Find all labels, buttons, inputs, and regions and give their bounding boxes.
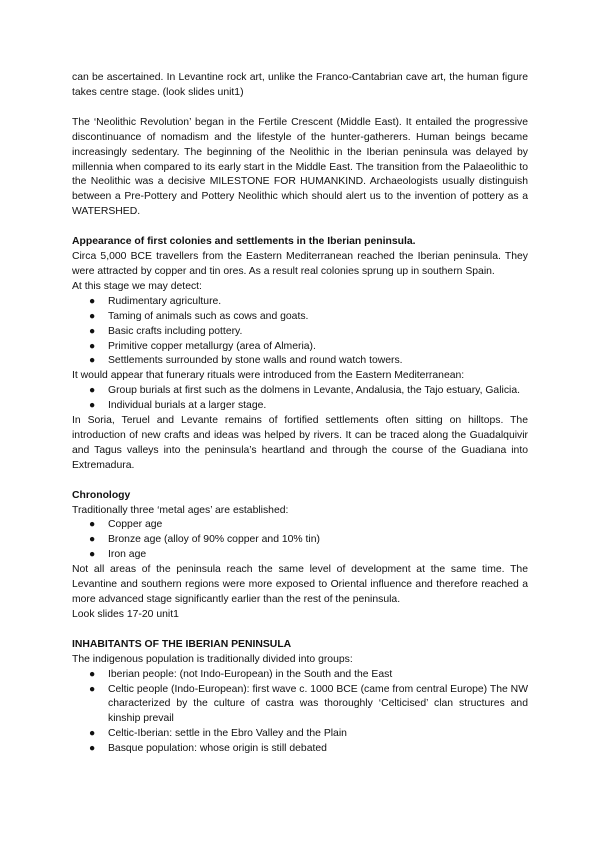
list-item: ● Group burials at first such as the dolmens in Levante, Andalusia, the Tajo estuary, Galicia.	[72, 384, 528, 399]
bullet-icon: ●	[89, 310, 96, 322]
list-item: ● Individual burials at a larger stage.	[72, 399, 528, 414]
list-item: ● Celtic-Iberian: settle in the Ebro Valley and the Plain	[72, 727, 528, 742]
bullet-icon: ●	[89, 549, 96, 561]
chronology-closing: Not all areas of the peninsula reach the same level of development at the same time. The Levantine and southern regions were more exposed to Oriental influence and therefore reached a more advanced stage significantly earlier than the rest of the peninsula.	[72, 564, 528, 605]
list-item: ● Iron age	[72, 548, 528, 563]
list-item: ● Basque population: whose origin is still debated	[72, 742, 528, 757]
inhabitants-intro: The indigenous population is traditionally divided into groups:	[72, 653, 353, 665]
list-item: ● Settlements surrounded by stone walls and round watch towers.	[72, 354, 528, 369]
chronology-heading: Chronology	[72, 489, 131, 501]
bullet-icon: ●	[89, 743, 96, 755]
bullet-icon: ●	[89, 385, 96, 397]
list-item: ● Copper age	[72, 518, 528, 533]
list-item: ● Bronze age (alloy of 90% copper and 10% tin)	[72, 533, 528, 548]
bullet-icon: ●	[89, 728, 96, 740]
list-item: ● Rudimentary agriculture.	[72, 295, 528, 310]
bullet-icon: ●	[89, 400, 96, 412]
bullet-icon: ●	[89, 519, 96, 531]
funerary-list	[72, 384, 528, 414]
metal-ages-list	[72, 518, 528, 563]
bullet-icon: ●	[89, 295, 96, 307]
intro-tail-paragraph: can be ascertained. In Levantine rock art, unlike the Franco-Cantabrian cave art, the human figure takes centre stage. (look slides unit1)	[72, 72, 528, 98]
list-item: ● Primitive copper metallurgy (area of Almeria).	[72, 340, 528, 355]
bullet-icon: ●	[89, 683, 96, 695]
neolithic-paragraph: The ‘Neolithic Revolution’ began in the Fertile Crescent (Middle East). It entailed the progressive discontinuance of nomadism and the lifestyle of the hunter-gatherers. Human beings became increasingly sedentary. The beginning of the Neolithic in the Iberian peninsula was delayed by millennia when compared to its early start in the Middle East. The transition from the Palaeolithic to the Neolithic was a decisive MILESTONE FOR HUMANKIND. Archaeologists usually distinguish between a Pre-Pottery and Pottery Neolithic which should alert us to the invention of pottery as a WATERSHED.	[72, 116, 528, 218]
inhabitants-list	[72, 668, 528, 757]
bullet-icon: ●	[89, 355, 96, 367]
list-item: ● Taming of animals such as cows and goats.	[72, 310, 528, 325]
list-item: ● Celtic people (Indo-European): first wave c. 1000 BCE (came from central Europe) The NW characterized by the culture of castra was thoroughly ‘Celticised’ clan structures and kinship prevail	[89, 683, 528, 725]
inhabitants-heading: INHABITANTS OF THE IBERIAN PENINSULA	[72, 638, 292, 650]
list-item: ● Iberian people: (not Indo-European) in the South and the East	[72, 668, 528, 683]
colonies-closing: In Soria, Teruel and Levante remains of fortified settlements often sitting on hilltops. The introduction of new crafts and ideas was helped by rivers. It can be traced along the Guadalquivir and Tagus valleys into the peninsula’s heartland and through the course of the Guadiana into Extremadura.	[72, 415, 528, 471]
slides-note: Look slides 17-20 unit1	[72, 608, 179, 620]
bullet-icon: ●	[89, 325, 96, 337]
bullet-icon: ●	[89, 340, 96, 352]
funerary-label: It would appear that funerary rituals were introduced from the Eastern Mediterranean:	[72, 370, 465, 382]
bullet-icon: ●	[89, 534, 96, 546]
detect-label: At this stage we may detect:	[72, 280, 202, 292]
bullet-icon: ●	[89, 668, 96, 680]
colonies-intro: Circa 5,000 BCE travellers from the Eastern Mediterranean reached the Iberian peninsula. They were attracted by copper and tin ores. As a result real colonies sprung up in southern Spain.	[72, 251, 528, 277]
colonies-heading: Appearance of first colonies and settlements in the Iberian peninsula.	[72, 236, 416, 248]
document-page	[72, 71, 528, 757]
detect-list	[72, 295, 528, 370]
chronology-intro: Traditionally three ‘metal ages’ are established:	[72, 504, 289, 516]
list-item: ● Basic crafts including pottery.	[72, 325, 528, 340]
